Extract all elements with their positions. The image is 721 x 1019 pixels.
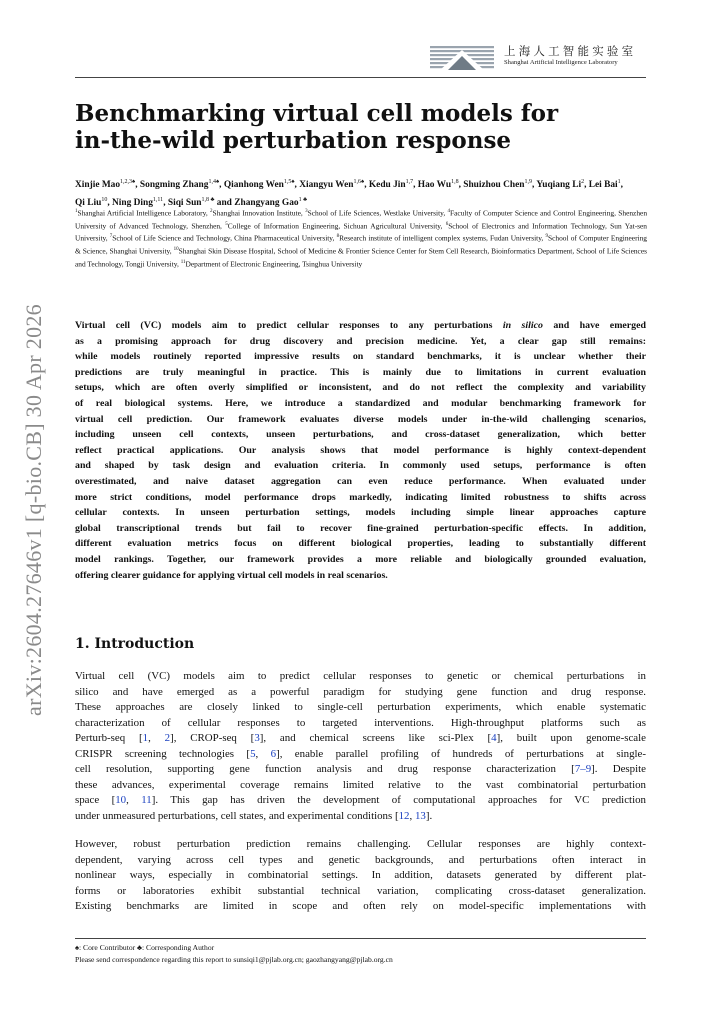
- abstract-emphasis: in silico: [502, 320, 543, 331]
- text-run: ], CROP-seq [: [170, 732, 255, 744]
- abstract-text: different evaluation metrics focus on different biological properties, leading to substantially different: [75, 538, 646, 550]
- abstract-text: predictions are truly meaningful in practice. This is mainly due to limitations in current evaluation: [75, 366, 646, 378]
- text-line: [75, 716, 646, 732]
- text-run: ], built upon genome-scale: [496, 732, 647, 744]
- text-run: Existing benchmarks are limited in scope and often rely on model-specific implementations with: [75, 900, 646, 912]
- abstract-text: and shaped by task design and evaluation criteria. In commonly used setups, performance is often: [75, 460, 646, 472]
- affiliation-text: Shanghai Artificial Intelligence Laboratory,: [77, 208, 211, 218]
- text-line: [75, 793, 646, 809]
- footnotes: [75, 942, 646, 965]
- affiliation-number: 4: [447, 209, 450, 214]
- affiliation-number: 8: [336, 234, 340, 240]
- paper-title: [75, 100, 635, 154]
- text-run: these advances, experimental coverage remains limited relative to the vast combinatorial perturbation: [75, 778, 646, 791]
- affiliation-text: College of Information Engineering, Sichuan Agricultural University,: [227, 221, 446, 231]
- author-name: Kedu Jin: [368, 180, 406, 191]
- text-run: ,: [126, 794, 142, 806]
- text-run: cell resolution, supporting gene function analysis and drug response characterization [: [75, 763, 575, 775]
- affiliation-number: 7: [109, 234, 113, 240]
- citation-link[interactable]: 4: [491, 732, 497, 744]
- abstract-line: [75, 412, 646, 428]
- abstract-line: [75, 365, 646, 381]
- author: [589, 180, 621, 190]
- abstract-text: global transcriptional trends but fail to recover fine-grained perturbation-specific effects. In addition,: [75, 522, 646, 534]
- author-affiliation-mark: 1,4♠: [208, 179, 220, 185]
- abstract-line: [75, 505, 646, 521]
- text-run: ]. This gap has driven the development of computational approaches for VC prediction: [151, 794, 646, 806]
- lab-logo-mark-icon: [430, 46, 494, 70]
- text-line: [75, 747, 646, 763]
- author-affiliation-mark: 1,2,3♠: [120, 179, 136, 185]
- citation-link[interactable]: 7–9: [574, 763, 592, 775]
- affiliation-text: Shanghai Skin Disease Hospital, School of Medicine & Frontier Science Center for Stem Cell Research, Bioinformatics Department, School of Life Sciences and Technology, Tongji University,: [75, 246, 647, 269]
- text-line: [75, 884, 646, 900]
- affiliation-list: [75, 206, 647, 269]
- abstract-line: [75, 568, 646, 584]
- author-name: Lei Bai: [588, 180, 618, 191]
- abstract-text: overestimated, and naive dataset aggregation can even reduce performance. When evaluated under: [75, 475, 646, 487]
- citation-link[interactable]: 2: [164, 732, 171, 744]
- author-affiliation-mark: 1,7: [405, 179, 414, 185]
- abstract-line: [75, 318, 646, 334]
- text-run: However, robust perturbation prediction remains challenging. Cellular responses are highly context-: [75, 838, 646, 850]
- text-line: [75, 853, 646, 869]
- citation-link[interactable]: 3: [254, 732, 260, 744]
- section-heading-introduction: 1. Introduction: [75, 636, 195, 652]
- citation-link[interactable]: 10: [115, 794, 127, 806]
- author-name: Xiangyu Wen: [299, 180, 354, 191]
- abstract-line: [75, 474, 646, 490]
- author: [140, 180, 219, 190]
- affiliation-text: Department of Electronic Engineering, Tsinghua University: [185, 259, 363, 269]
- author: [418, 180, 459, 190]
- affiliation-text: Shanghai Innovation Institute,: [212, 208, 306, 218]
- text-run: ].: [425, 809, 433, 822]
- affiliation-number: 6: [445, 221, 449, 227]
- text-line: [75, 899, 646, 915]
- abstract-line: [75, 536, 646, 552]
- affiliation-number: 1: [75, 209, 78, 214]
- author: [75, 180, 135, 190]
- text-run: forms or laboratories exhibit substantial technical variation, complicating cross-dataset generalization.: [75, 884, 646, 897]
- affiliation-number: 2: [210, 209, 213, 214]
- text-run: ]. Despite: [591, 763, 647, 775]
- text-run: ], enable parallel profiling of hundreds of perturbations at single-: [276, 747, 646, 760]
- affiliation-text: School of Electronics and Information Technology, Sun Yat-sen University,: [75, 221, 648, 243]
- author-affiliation-mark: 1,9: [524, 179, 532, 185]
- text-run: silico and have emerged as a powerful paradigm for studying gene function and drug response.: [75, 685, 646, 698]
- abstract-line: [75, 427, 646, 443]
- title-line: Benchmarking virtual cell models for: [75, 100, 559, 127]
- author-affiliation-mark: 10: [101, 197, 108, 204]
- author-name: Yuqiang Li: [536, 180, 582, 191]
- author: [224, 180, 295, 190]
- affiliation-text: Research institute of intelligent complex systems, Fudan University,: [339, 233, 546, 243]
- abstract-text: offering clearer guidance for applying virtual cell models in real scenarios.: [75, 569, 388, 581]
- title-line: in-the-wild perturbation response: [75, 127, 512, 154]
- abstract-text: setups, which are often overly simplified or inconsistent, and do not reflect the complexity and variability: [75, 382, 646, 394]
- abstract-line: [75, 396, 646, 412]
- affiliation-number: 9: [545, 234, 548, 240]
- author-conjunction: and: [216, 198, 235, 209]
- author-name: Zhangyang Gao: [234, 198, 299, 209]
- abstract-line: [75, 349, 646, 365]
- abstract: [75, 318, 646, 583]
- author-name: Siqi Sun: [167, 198, 202, 209]
- lab-logo: [430, 44, 646, 72]
- citation-link[interactable]: 5: [250, 747, 256, 760]
- abstract-line: [75, 380, 646, 396]
- text-run: Perturb-seq [: [75, 732, 143, 744]
- text-line: [75, 809, 646, 825]
- text-run: ,: [409, 809, 415, 822]
- text-run: These approaches are closely linked to single-cell perturbation experiments, which enable systematic: [75, 701, 646, 713]
- author-name: Songming Zhang: [139, 180, 209, 191]
- abstract-line: [75, 334, 646, 350]
- text-line: [75, 762, 646, 778]
- arxiv-stamp: [12, 280, 56, 740]
- header-divider: [75, 77, 646, 78]
- text-run: nonlinear ways, especially in combinatorial settings. In addition, datasets generated by different plat-: [75, 869, 646, 881]
- affiliation-number: 10: [173, 247, 179, 253]
- author: [369, 180, 413, 190]
- citation-link[interactable]: 1: [142, 732, 149, 744]
- author-list: Xinjie Mao$^{1,2,3♠}$, Songming Zhang$^{1,4♠}$, Qianhong Wen$^{1,5♠}$, Xiangyu Wen$^{1,6♠}$, Kedu Jin$^{1,7}$, Hao Wu$^{1,8}$, Shuizhou Chen$^{1,9}$, Yuqiang Li$^2$, Lei Bai$^1$, Qi Liu$^{10}$, Ning Ding$^{1,11}$, Siqi Sun$^{1,8 ♣}$ and Zhangyang Gao$^{1 ♣}$: [75, 179, 624, 209]
- author-name: Qi Liu: [75, 198, 102, 209]
- contributor-legend: ♠: Core Contributor ♣: Corresponding Author: [75, 943, 215, 952]
- text-line: [75, 731, 646, 747]
- text-run: Virtual cell (VC) models aim to predict cellular responses to genetic or chemical perturbations in: [75, 670, 646, 682]
- author-name: Qianhong Wen: [223, 180, 284, 191]
- abstract-text: including unseen cell contexts, unseen perturbations, and cross-dataset generalization, which better: [75, 429, 646, 441]
- abstract-text: virtual cell prediction. Our framework evaluates diverse models under in-the-wild challenging scenarios,: [75, 413, 646, 425]
- lab-name-cn: 上海人工智能实验室: [504, 44, 637, 58]
- text-run: characterization of cellular responses to targeted interventions. High-throughput platforms such as: [75, 716, 646, 729]
- abstract-line: [75, 490, 646, 506]
- citation-link[interactable]: 6: [270, 747, 277, 760]
- text-run: dependent, varying across cell types and genetic backgrounds, and perturbations often interact in: [75, 853, 646, 866]
- arxiv-stamp-text: arXiv:2604.27646v1 [q-bio.CB] 30 Apr 2026: [21, 304, 46, 716]
- author-name: Xinjie Mao: [75, 180, 121, 191]
- abstract-line: [75, 552, 646, 568]
- text-line: [75, 700, 646, 716]
- author-affiliation-mark: 1 ♣: [298, 197, 308, 204]
- author-affiliation-mark: 1,8 ♣: [201, 197, 215, 204]
- affiliation-text: School of Computer Engineering & Science, Shanghai University,: [75, 233, 647, 256]
- author-name: Hao Wu: [417, 180, 452, 191]
- author: [463, 180, 532, 190]
- abstract-text: while models routinely reported impressive results on standard benchmarks, it is unclear whether their: [75, 351, 646, 363]
- author: [299, 180, 364, 190]
- affiliation-number: 5: [225, 221, 228, 227]
- author-name: Shuizhou Chen: [463, 180, 525, 191]
- author-affiliation-mark: 1,8: [451, 179, 459, 185]
- abstract-text: Virtual cell (VC) models aim to predict cellular responses to any perturbations: [75, 320, 503, 331]
- text-run: space [: [75, 794, 116, 806]
- abstract-line: [75, 458, 646, 474]
- intro-paragraph-1: [75, 669, 646, 824]
- intro-paragraph-2: [75, 837, 646, 915]
- abstract-text: model rankings. Together, our framework provides a more reliable and biologically grounded evaluation,: [75, 553, 646, 565]
- affiliation-text: Faculty of Computer Science and Control Engineering, Shenzhen University of Advanced Technology, Shenzhen,: [75, 208, 648, 231]
- text-run: CRISPR screening technologies [: [75, 747, 251, 760]
- text-run: ,: [255, 747, 271, 760]
- correspondence-note: Please send correspondence regarding this report to sunsiqi1@pjlab.org.cn; gaozhangyang@pjlab.org.cn: [75, 954, 393, 964]
- text-run: ,: [148, 732, 165, 744]
- text-line: [75, 837, 646, 853]
- citation-link[interactable]: 12: [398, 809, 410, 822]
- affiliation-text: School of Life Science and Technology, China Pharmaceutical University,: [112, 233, 337, 243]
- abstract-text: as a promising approach for drug discovery and precision medicine. Yet, a clear gap still remains:: [75, 335, 646, 347]
- abstract-text: more strict conditions, model performance drops markedly, indicating limited robustness to shifts across: [75, 491, 646, 503]
- text-run: under unmeasured perturbations, cell states, and experimental conditions [: [75, 809, 399, 822]
- abstract-text: reflect practical applications. Our analysis shows that model performance is highly context-dependent: [75, 444, 646, 456]
- citation-link[interactable]: 13: [414, 809, 426, 822]
- affiliation-text: School of Life Sciences, Westlake University,: [307, 208, 448, 218]
- abstract-text: of real biological systems. Here, we introduce a standardized and modular benchmarking framework for: [75, 397, 646, 409]
- author-affiliation-mark: 1,5♠: [283, 179, 295, 185]
- author-affiliation-mark: 1,11: [152, 197, 164, 204]
- text-line: [75, 778, 646, 794]
- footnote-divider: [75, 938, 646, 939]
- abstract-text: cellular contexts. In unseen perturbation settings, models including simple linear approaches capture: [75, 507, 646, 519]
- lab-name-en: Shanghai Artificial Intelligence Laboratory: [504, 59, 618, 66]
- affiliation-number: 3: [305, 209, 308, 214]
- citation-link[interactable]: 11: [141, 794, 152, 806]
- text-line: [75, 868, 646, 884]
- author-affiliation-mark: 1: [617, 179, 621, 185]
- author-affiliation-mark: 1,6♠: [353, 179, 365, 185]
- affiliation-number: 11: [180, 259, 186, 265]
- author: [536, 180, 584, 190]
- text-line: [75, 669, 646, 685]
- abstract-line: [75, 521, 646, 537]
- abstract-line: [75, 443, 646, 459]
- text-run: ], and chemical screens like sci-Plex [: [259, 732, 492, 744]
- author-name: Ning Ding: [112, 198, 153, 209]
- abstract-text: and have emerged: [542, 320, 646, 331]
- author-affiliation-mark: 2: [581, 179, 585, 185]
- text-line: [75, 685, 646, 701]
